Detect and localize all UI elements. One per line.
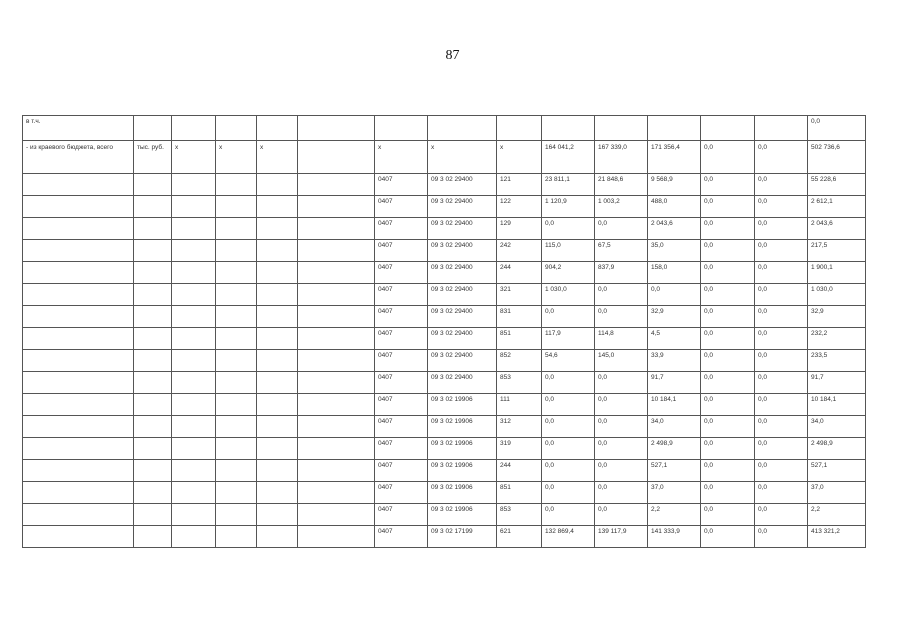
table-row bbox=[23, 284, 866, 306]
value-cell: 167 339,0 bbox=[595, 141, 648, 174]
grbs-cell: 0407 bbox=[375, 482, 428, 504]
table-cell: х bbox=[216, 141, 257, 174]
row-total: 527,1 bbox=[808, 460, 866, 482]
value-cell: 10 184,1 bbox=[648, 394, 701, 416]
row-total: 34,0 bbox=[808, 416, 866, 438]
value-cell: 171 356,4 bbox=[648, 141, 701, 174]
kvr-cell: 122 bbox=[497, 196, 542, 218]
value-cell: 0,0 bbox=[755, 284, 808, 306]
value-cell: 0,0 bbox=[595, 372, 648, 394]
grbs-cell: 0407 bbox=[375, 306, 428, 328]
value-cell: 2 498,9 bbox=[648, 438, 701, 460]
grbs-cell: 0407 bbox=[375, 416, 428, 438]
value-cell: 0,0 bbox=[595, 394, 648, 416]
value-cell: 0,0 bbox=[701, 240, 755, 262]
value-cell: 9 568,9 bbox=[648, 174, 701, 196]
table-row bbox=[23, 262, 866, 284]
kvr-cell: 244 bbox=[497, 460, 542, 482]
kvr-cell: 851 bbox=[497, 482, 542, 504]
code-cell: 09 3 02 19906 bbox=[428, 460, 497, 482]
unit-cell: тыс. руб. bbox=[134, 141, 172, 174]
table-row bbox=[23, 141, 866, 174]
grbs-cell: 0407 bbox=[375, 174, 428, 196]
table-row bbox=[23, 438, 866, 460]
row-total: 2 498,9 bbox=[808, 438, 866, 460]
value-cell: 0,0 bbox=[701, 504, 755, 526]
row-total: 2 612,1 bbox=[808, 196, 866, 218]
value-cell: 0,0 bbox=[701, 284, 755, 306]
value-cell: 0,0 bbox=[701, 218, 755, 240]
kvr-cell: 853 bbox=[497, 372, 542, 394]
code-cell: 09 3 02 19906 bbox=[428, 482, 497, 504]
value-cell: 0,0 bbox=[701, 262, 755, 284]
value-cell: 0,0 bbox=[701, 460, 755, 482]
value-cell: 837,9 bbox=[595, 262, 648, 284]
row-total: 32,9 bbox=[808, 306, 866, 328]
code-cell: 09 3 02 29400 bbox=[428, 350, 497, 372]
value-cell: 0,0 bbox=[755, 240, 808, 262]
value-cell: 115,0 bbox=[542, 240, 595, 262]
value-cell: 0,0 bbox=[755, 306, 808, 328]
grbs-cell: 0407 bbox=[375, 438, 428, 460]
grbs-cell: 0407 bbox=[375, 394, 428, 416]
value-cell: 0,0 bbox=[755, 174, 808, 196]
value-cell: 0,0 bbox=[595, 306, 648, 328]
value-cell: 2,2 bbox=[648, 504, 701, 526]
value-cell: 0,0 bbox=[542, 504, 595, 526]
code-cell: 09 3 02 29400 bbox=[428, 174, 497, 196]
row-label: - из краевого бюджета, всего bbox=[23, 141, 134, 174]
value-cell: 0,0 bbox=[701, 328, 755, 350]
value-cell: 21 848,6 bbox=[595, 174, 648, 196]
row-total: 2,2 bbox=[808, 504, 866, 526]
row-total: 0,0 bbox=[808, 116, 866, 141]
table-row bbox=[23, 174, 866, 196]
value-cell: 0,0 bbox=[701, 416, 755, 438]
row-total: 233,5 bbox=[808, 350, 866, 372]
kvr-cell: 319 bbox=[497, 438, 542, 460]
grbs-cell: 0407 bbox=[375, 240, 428, 262]
row-label: в т.ч. bbox=[23, 116, 134, 141]
value-cell: 91,7 bbox=[648, 372, 701, 394]
code-cell: 09 3 02 29400 bbox=[428, 240, 497, 262]
value-cell: 37,0 bbox=[648, 482, 701, 504]
grbs-cell: 0407 bbox=[375, 526, 428, 548]
value-cell: 0,0 bbox=[542, 460, 595, 482]
value-cell: 67,5 bbox=[595, 240, 648, 262]
value-cell: 0,0 bbox=[595, 284, 648, 306]
row-total: 502 736,6 bbox=[808, 141, 866, 174]
value-cell: 0,0 bbox=[701, 350, 755, 372]
value-cell: 0,0 bbox=[701, 438, 755, 460]
grbs-cell: 0407 bbox=[375, 350, 428, 372]
value-cell: 527,1 bbox=[648, 460, 701, 482]
value-cell: 35,0 bbox=[648, 240, 701, 262]
table-row bbox=[23, 240, 866, 262]
value-cell: 132 869,4 bbox=[542, 526, 595, 548]
table-row bbox=[23, 306, 866, 328]
grbs-cell: 0407 bbox=[375, 262, 428, 284]
grbs-cell: 0407 bbox=[375, 196, 428, 218]
value-cell: 0,0 bbox=[542, 306, 595, 328]
code-cell: 09 3 02 29400 bbox=[428, 328, 497, 350]
code-cell: 09 3 02 19906 bbox=[428, 416, 497, 438]
row-total: 37,0 bbox=[808, 482, 866, 504]
kvr-cell: 121 bbox=[497, 174, 542, 196]
value-cell: 33,9 bbox=[648, 350, 701, 372]
grbs-cell: 0407 bbox=[375, 460, 428, 482]
table-row bbox=[23, 350, 866, 372]
value-cell: 158,0 bbox=[648, 262, 701, 284]
kvr-cell: 244 bbox=[497, 262, 542, 284]
table-row bbox=[23, 460, 866, 482]
table-row bbox=[23, 394, 866, 416]
value-cell: 0,0 bbox=[755, 438, 808, 460]
value-cell: 0,0 bbox=[755, 328, 808, 350]
row-total: 10 184,1 bbox=[808, 394, 866, 416]
value-cell: 0,0 bbox=[542, 218, 595, 240]
grbs-cell: 0407 bbox=[375, 218, 428, 240]
value-cell: 0,0 bbox=[595, 504, 648, 526]
value-cell: 54,6 bbox=[542, 350, 595, 372]
value-cell: 0,0 bbox=[755, 482, 808, 504]
value-cell: 0,0 bbox=[701, 196, 755, 218]
table-row bbox=[23, 372, 866, 394]
value-cell: 0,0 bbox=[701, 526, 755, 548]
value-cell: 0,0 bbox=[755, 394, 808, 416]
value-cell: 488,0 bbox=[648, 196, 701, 218]
grbs-cell: 0407 bbox=[375, 284, 428, 306]
value-cell: 141 333,9 bbox=[648, 526, 701, 548]
row-total: 91,7 bbox=[808, 372, 866, 394]
value-cell: 0,0 bbox=[755, 218, 808, 240]
table-row bbox=[23, 416, 866, 438]
code-cell: 09 3 02 29400 bbox=[428, 306, 497, 328]
kvr-cell: 242 bbox=[497, 240, 542, 262]
value-cell: 34,0 bbox=[648, 416, 701, 438]
value-cell: 0,0 bbox=[755, 460, 808, 482]
kvr-cell: 852 bbox=[497, 350, 542, 372]
value-cell: 0,0 bbox=[755, 196, 808, 218]
table-row bbox=[23, 328, 866, 350]
table-row bbox=[23, 116, 866, 141]
table-row bbox=[23, 504, 866, 526]
row-total: 1 900,1 bbox=[808, 262, 866, 284]
value-cell: 0,0 bbox=[701, 141, 755, 174]
value-cell: 1 030,0 bbox=[542, 284, 595, 306]
value-cell: 23 811,1 bbox=[542, 174, 595, 196]
value-cell: 0,0 bbox=[755, 262, 808, 284]
table-row bbox=[23, 218, 866, 240]
kvr-cell: 111 bbox=[497, 394, 542, 416]
code-cell: 09 3 02 19906 bbox=[428, 438, 497, 460]
value-cell: 0,0 bbox=[701, 394, 755, 416]
table-cell: х bbox=[257, 141, 298, 174]
kvr-cell: 129 bbox=[497, 218, 542, 240]
value-cell: 0,0 bbox=[542, 482, 595, 504]
value-cell: 117,9 bbox=[542, 328, 595, 350]
kvr-cell: 853 bbox=[497, 504, 542, 526]
value-cell: 0,0 bbox=[648, 284, 701, 306]
value-cell: 0,0 bbox=[595, 218, 648, 240]
kvr-cell: 831 bbox=[497, 306, 542, 328]
value-cell: 0,0 bbox=[701, 372, 755, 394]
kvr-cell: 621 bbox=[497, 526, 542, 548]
value-cell: 1 120,9 bbox=[542, 196, 595, 218]
row-total: 55 228,6 bbox=[808, 174, 866, 196]
row-total: 232,2 bbox=[808, 328, 866, 350]
code-cell: 09 3 02 29400 bbox=[428, 196, 497, 218]
value-cell: 0,0 bbox=[701, 174, 755, 196]
row-total: 1 030,0 bbox=[808, 284, 866, 306]
grbs-cell: 0407 bbox=[375, 328, 428, 350]
code-cell: х bbox=[428, 141, 497, 174]
table-row bbox=[23, 482, 866, 504]
code-cell: 09 3 02 29400 bbox=[428, 218, 497, 240]
code-cell: 09 3 02 29400 bbox=[428, 262, 497, 284]
table-row bbox=[23, 526, 866, 548]
page-number: 87 bbox=[445, 48, 460, 63]
value-cell: 114,8 bbox=[595, 328, 648, 350]
value-cell: 164 041,2 bbox=[542, 141, 595, 174]
value-cell: 0,0 bbox=[595, 460, 648, 482]
value-cell: 0,0 bbox=[542, 372, 595, 394]
row-total: 217,5 bbox=[808, 240, 866, 262]
code-cell: 09 3 02 29400 bbox=[428, 284, 497, 306]
kvr-cell: 321 bbox=[497, 284, 542, 306]
code-cell: 09 3 02 19906 bbox=[428, 504, 497, 526]
kvr-cell: 851 bbox=[497, 328, 542, 350]
value-cell: 0,0 bbox=[701, 482, 755, 504]
value-cell: 1 003,2 bbox=[595, 196, 648, 218]
value-cell: 0,0 bbox=[755, 372, 808, 394]
grbs-cell: 0407 bbox=[375, 504, 428, 526]
value-cell: 904,2 bbox=[542, 262, 595, 284]
row-total: 2 043,6 bbox=[808, 218, 866, 240]
value-cell: 139 117,9 bbox=[595, 526, 648, 548]
grbs-cell: 0407 bbox=[375, 372, 428, 394]
code-cell: 09 3 02 17199 bbox=[428, 526, 497, 548]
grbs-cell: х bbox=[375, 141, 428, 174]
value-cell: 0,0 bbox=[595, 438, 648, 460]
value-cell: 0,0 bbox=[542, 438, 595, 460]
value-cell: 4,5 bbox=[648, 328, 701, 350]
code-cell: 09 3 02 19906 bbox=[428, 394, 497, 416]
value-cell: 0,0 bbox=[542, 394, 595, 416]
value-cell: 2 043,6 bbox=[648, 218, 701, 240]
kvr-cell: 312 bbox=[497, 416, 542, 438]
table-row bbox=[23, 196, 866, 218]
value-cell: 0,0 bbox=[542, 416, 595, 438]
value-cell: 0,0 bbox=[701, 306, 755, 328]
value-cell: 0,0 bbox=[755, 504, 808, 526]
table-cell: х bbox=[172, 141, 216, 174]
value-cell: 0,0 bbox=[755, 141, 808, 174]
value-cell: 0,0 bbox=[755, 350, 808, 372]
value-cell: 32,9 bbox=[648, 306, 701, 328]
value-cell: 0,0 bbox=[595, 416, 648, 438]
budget-table bbox=[22, 115, 866, 548]
value-cell: 145,0 bbox=[595, 350, 648, 372]
row-total: 413 321,2 bbox=[808, 526, 866, 548]
value-cell: 0,0 bbox=[595, 482, 648, 504]
value-cell: 0,0 bbox=[755, 416, 808, 438]
kvr-cell: х bbox=[497, 141, 542, 174]
code-cell: 09 3 02 29400 bbox=[428, 372, 497, 394]
value-cell: 0,0 bbox=[755, 526, 808, 548]
